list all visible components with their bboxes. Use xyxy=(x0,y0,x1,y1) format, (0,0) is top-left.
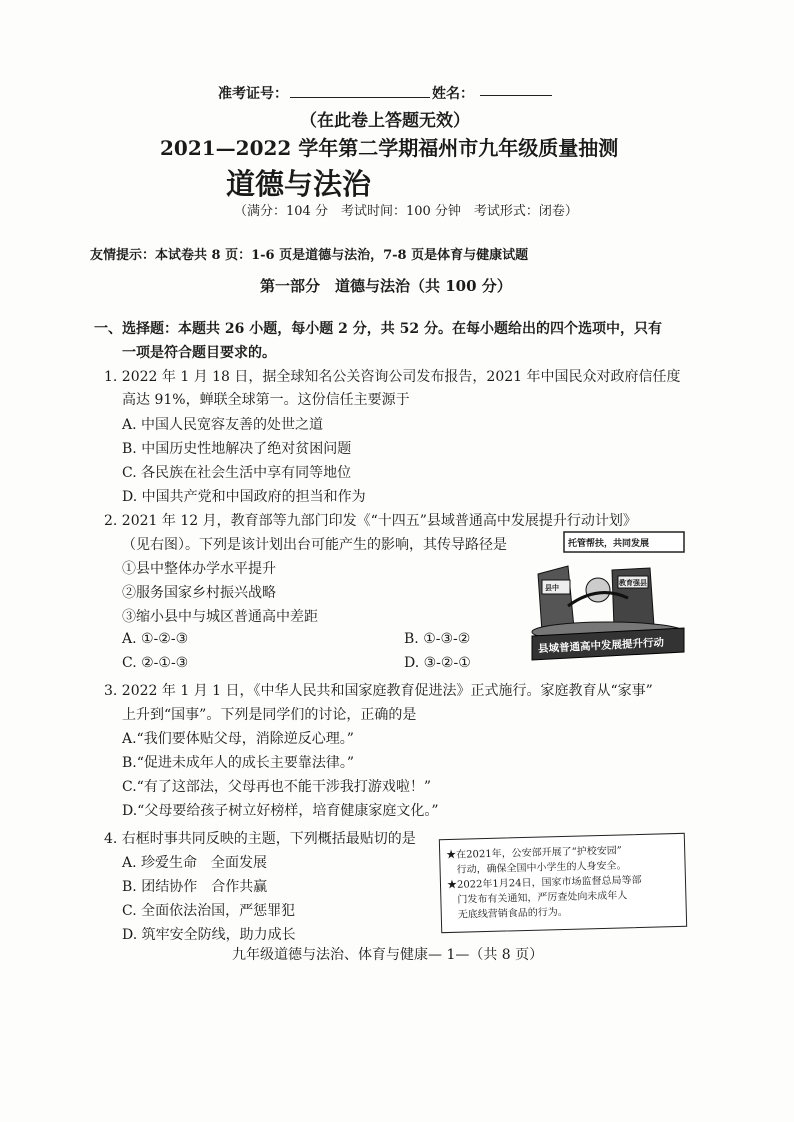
exam-id-label: 准考证号： xyxy=(218,86,288,102)
page-footer: 九年级道德与法治、体育与健康— 1—（共 8 页） xyxy=(232,947,544,963)
cartoon-right-building-label: 教育强县 xyxy=(619,579,647,587)
q4-stem: 4. 右框时事共同反映的主题，下列概括最贴切的是 xyxy=(104,831,416,847)
part-title: 第一部分 道德与法治（共 100 分） xyxy=(260,277,512,295)
q2-item-2: ②服务国家乡村振兴战略 xyxy=(122,585,276,601)
q4-option-c: C. 全面依法治国，严惩罪犯 xyxy=(122,903,296,919)
q4-box-line1: ★在2021年，公安部开展了“护校安园” xyxy=(446,845,623,862)
cartoon-top-sign: 托管帮扶，共同发展 xyxy=(568,539,650,549)
q1-option-c: C. 各民族在社会生活中享有同等地位 xyxy=(122,465,352,481)
cartoon-left-building-label: 县中 xyxy=(545,584,559,592)
q2-cartoon xyxy=(528,528,688,668)
name-label: 姓名： xyxy=(432,86,474,102)
q2-option-d: D. ③-②-① xyxy=(404,655,471,671)
cartoon-banner: 县域普通高中发展提升行动 xyxy=(537,636,665,656)
q2-option-b: B. ①-③-② xyxy=(404,631,471,647)
q4-box-line5: 无底线营销食品的行为。 xyxy=(447,906,568,922)
friendly-tip: 友情提示：本试卷共 8 页：1-6 页是道德与法治，7-8 页是体育与健康试题 xyxy=(90,248,529,263)
section-instruction-line1: 一、选择题：本题共 26 小题，每小题 2 分，共 52 分。在每小题给出的四个选项中，只有 xyxy=(94,321,662,337)
q3-stem-line2: 上升到“国事”。下列是同学们的讨论，正确的是 xyxy=(122,707,417,723)
q4-option-d: D. 筑牢安全防线，助力成长 xyxy=(122,927,296,943)
q1-option-a: A. 中国人民宽容友善的处世之道 xyxy=(122,417,324,433)
exam-info: （满分：104 分 考试时间：100 分钟 考试形式：闭卷） xyxy=(234,204,578,219)
main-title: 2021—2022 学年第二学期福州市九年级质量抽测 xyxy=(160,136,619,160)
q1-stem-line1: 1. 2022 年 1 月 18 日，据全球知名公关咨询公司发布报告，2021 年中国民众对政府信任度 xyxy=(104,369,681,385)
exam-id-blank xyxy=(290,97,430,98)
invalid-note: （在此卷上答题无效） xyxy=(300,111,470,131)
name-blank xyxy=(480,95,552,96)
q3-option-b: B.“促进未成年人的成长主要靠法律。” xyxy=(122,755,355,771)
q2-option-a: A. ①-②-③ xyxy=(122,631,189,647)
q4-option-a: A. 珍爱生命 全面发展 xyxy=(122,855,268,871)
q1-option-b: B. 中国历史性地解决了绝对贫困问题 xyxy=(122,441,352,457)
q4-box-line3: ★2022年1月24日，国家市场监督总局等部 xyxy=(446,874,642,892)
subject-title: 道德与法治 xyxy=(226,167,372,201)
q2-stem-line2: （见右图）。下列是该计划出台可能产生的影响，其传导路径是 xyxy=(122,537,507,553)
q2-stem-line1: 2. 2021 年 12 月，教育部等九部门印发《“十四五”县域普通高中发展提升行动计划》 xyxy=(104,513,637,529)
q3-option-d: D.“父母要给孩子树立好榜样，培育健康家庭文化。” xyxy=(122,803,439,819)
q2-option-c: C. ②-①-③ xyxy=(122,655,189,671)
q2-item-3: ③缩小县中与城区普通高中差距 xyxy=(122,609,318,625)
q3-option-c: C.“有了这部法，父母再也不能干涉我打游戏啦！” xyxy=(122,779,431,795)
q1-option-d: D. 中国共产党和中国政府的担当和作为 xyxy=(122,489,366,505)
q4-news-box xyxy=(439,833,687,933)
q4-option-b: B. 团结协作 合作共赢 xyxy=(122,879,268,895)
q3-stem-line1: 3. 2022 年 1 月 1 日，《中华人民共和国家庭教育促进法》正式施行。家庭教育从“家事” xyxy=(104,683,653,699)
q4-box-line2: 行动，确保全国中小学生的人身安全。 xyxy=(446,860,627,877)
q4-box-line4: 门发布有关通知，严厉查处向未成年人 xyxy=(447,890,628,907)
section-instruction-line2: 一项是符合题目要求的。 xyxy=(122,345,276,361)
q3-option-a: A.“我们要体贴父母，消除逆反心理。” xyxy=(122,731,354,747)
q1-stem-line2: 高达 91%，蝉联全球第一。这份信任主要源于 xyxy=(122,392,410,408)
q2-item-1: ①县中整体办学水平提升 xyxy=(122,561,276,577)
